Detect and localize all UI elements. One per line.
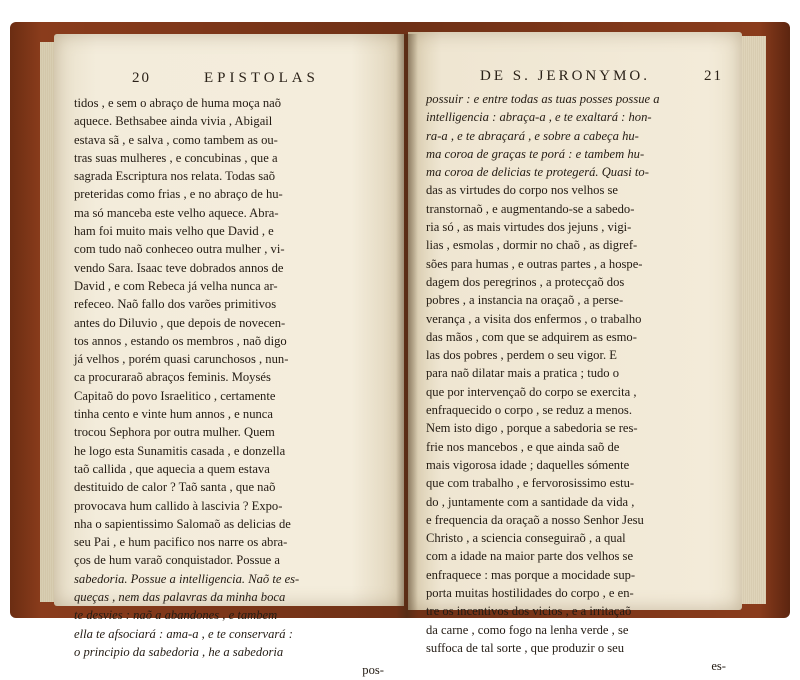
left-running-head: EPISTOLAS <box>204 70 319 86</box>
text-line: provocava hum callido à lascivia ? Expo- <box>74 498 283 513</box>
text-line: ma só manceba este velho aquece. Abra- <box>74 205 279 220</box>
text-line: David , e com Rebeca já velha nunca ar- <box>74 278 278 293</box>
text-line: trocou Sephora por outra mulher. Quem <box>74 425 275 440</box>
text-line: com tudo naõ conheceo outra mulher , vi- <box>74 242 285 257</box>
text-line: que por intervençaõ do corpo se exercita , <box>426 384 637 399</box>
text-line: tinha cento e vinte hum annos , e nunca <box>74 407 273 422</box>
text-line: ra-a , e te abraçará , e sobre a cabeça hu- <box>426 128 639 143</box>
text-line: o principio da sabedoria , he a sabedoria <box>74 644 284 659</box>
text-line: seu Pai , e hum pacifico nos narre os abra- <box>74 535 288 550</box>
text-line: dagem dos peregrinos , a protecçaõ dos <box>426 274 625 289</box>
text-line: ca procuraraõ abraços feminis. Moysés <box>74 370 271 385</box>
text-line: transtornaõ , e augmentando-se a sabedo- <box>426 201 635 216</box>
text-line: tos annos , estando os membros , naõ digo <box>74 333 287 348</box>
text-line: sões para humas , e outras partes , a hospe- <box>426 256 643 271</box>
text-line: já velhos , porém quasi carunchosos , nun- <box>74 352 289 367</box>
text-line: tre os incentivos dos vicios , e a irritaçaõ <box>426 604 632 619</box>
text-line: te desvies : naõ a abandones , e tambem <box>74 608 278 623</box>
text-line: suffoca de tal sorte , que produzir o seu <box>426 640 625 655</box>
text-line: sabedoria. Possue a intelligencia. Naõ te es- <box>74 571 300 586</box>
catchword: es- <box>711 659 726 674</box>
text-line: e frequencia da oraçaõ a nosso Senhor Jesu <box>426 512 644 527</box>
text-line: para naõ dilatar mais a pratica ; tudo o <box>426 366 620 381</box>
text-line: enfraquecido o corpo , se reduz a menos. <box>426 403 632 418</box>
text-line: ham foi muito mais velho que David , e <box>74 224 274 239</box>
text-line: ella te afsociará : ama-a , e te conservará : <box>74 626 293 641</box>
text-line: das as virtudes do corpo nos velhos se <box>426 183 619 198</box>
right-page <box>408 32 742 674</box>
left-page-number: 20 <box>132 70 151 86</box>
text-line: frie nos mancebos , e que ainda saõ de <box>426 439 620 454</box>
right-page-text <box>426 90 726 676</box>
text-line: lias , esmolas , dormir no chaõ , as digref- <box>426 238 638 253</box>
text-line: enfraquece : mas porque a mocidade sup- <box>426 567 636 582</box>
text-line: pobres , a instancia na oraçaõ , a perse- <box>426 293 624 308</box>
text-line: taõ callida , que aquecia a quem estava <box>74 461 270 476</box>
text-line: Nem isto digo , porque a sabedoria se res- <box>426 421 638 436</box>
text-line: ria só , as mais virtudes dos jejuns , vigi- <box>426 220 632 235</box>
text-line: refeceo. Naõ fallo dos varões primitivos <box>74 297 277 312</box>
text-line: destituido de calor ? Taõ santa , que naõ <box>74 480 276 495</box>
text-line: Capitaõ do povo Israelitico , certamente <box>74 388 276 403</box>
catchword: pos- <box>362 663 384 678</box>
text-line: das mãos , com que se adquirem as esmo- <box>426 329 637 344</box>
right-running-head: DE S. JERONYMO. <box>480 68 651 84</box>
spine-gutter <box>396 34 418 618</box>
text-line: intelligencia : abraça-a , e te exaltará : hon- <box>426 110 652 125</box>
open-book <box>10 14 790 678</box>
text-line: he logo esta Sunamitis casada , e donzella <box>74 443 286 458</box>
text-line: preteridas como frias , e no abraço de hu- <box>74 187 283 202</box>
text-line: aquece. Bethsabee ainda vivia , Abigail <box>74 114 273 129</box>
text-line: tras suas mulheres , e concubinas , que a <box>74 150 278 165</box>
text-line: Christo , a sciencia conseguiraõ , a qual <box>426 531 626 546</box>
text-line: com a idade na maior parte dos velhos se <box>426 549 634 564</box>
text-line: que com trabalho , e fervorosissimo estu- <box>426 476 635 491</box>
right-page-edges <box>742 36 766 604</box>
text-line: ma coroa de delicias te protegerá. Quasi to- <box>426 165 649 180</box>
text-line: mais vigorosa idade ; daquelles sómente <box>426 457 630 472</box>
left-page <box>54 34 404 678</box>
text-line: tidos , e sem o abraço de huma moça naõ <box>74 96 282 110</box>
text-line: ços de hum varaõ conquistador. Possue a <box>74 553 281 568</box>
text-line: sagrada Escriptura nos relata. Todas saõ <box>74 169 276 184</box>
text-line: ma coroa de graças te porá : e tambem hu- <box>426 146 645 161</box>
text-line: porta muitas hostilidades do corpo , e en- <box>426 586 634 601</box>
right-page-number: 21 <box>704 68 723 84</box>
text-line: nha o sapientissimo Salomaõ as delicias de <box>74 516 291 531</box>
text-line: verança , a visita dos enfermos , o trabalho <box>426 311 642 326</box>
text-line: las dos pobres , perdem o seu vigor. E <box>426 348 617 363</box>
text-line: vendo Sara. Isaac teve dobrados annos de <box>74 260 284 275</box>
text-line: estava sã , e salva , como tambem as ou- <box>74 132 278 147</box>
text-line: do , juntamente com a santidade da vida , <box>426 494 635 509</box>
text-line: antes do Diluvio , que depois de novecen- <box>74 315 286 330</box>
text-line: da carne , como fogo na lenha verde , se <box>426 622 629 637</box>
text-line: queças , nem das palavras da minha boca <box>74 590 286 605</box>
left-page-text <box>74 94 384 680</box>
text-line: possuir : e entre todas as tuas posses possue a <box>426 92 660 106</box>
